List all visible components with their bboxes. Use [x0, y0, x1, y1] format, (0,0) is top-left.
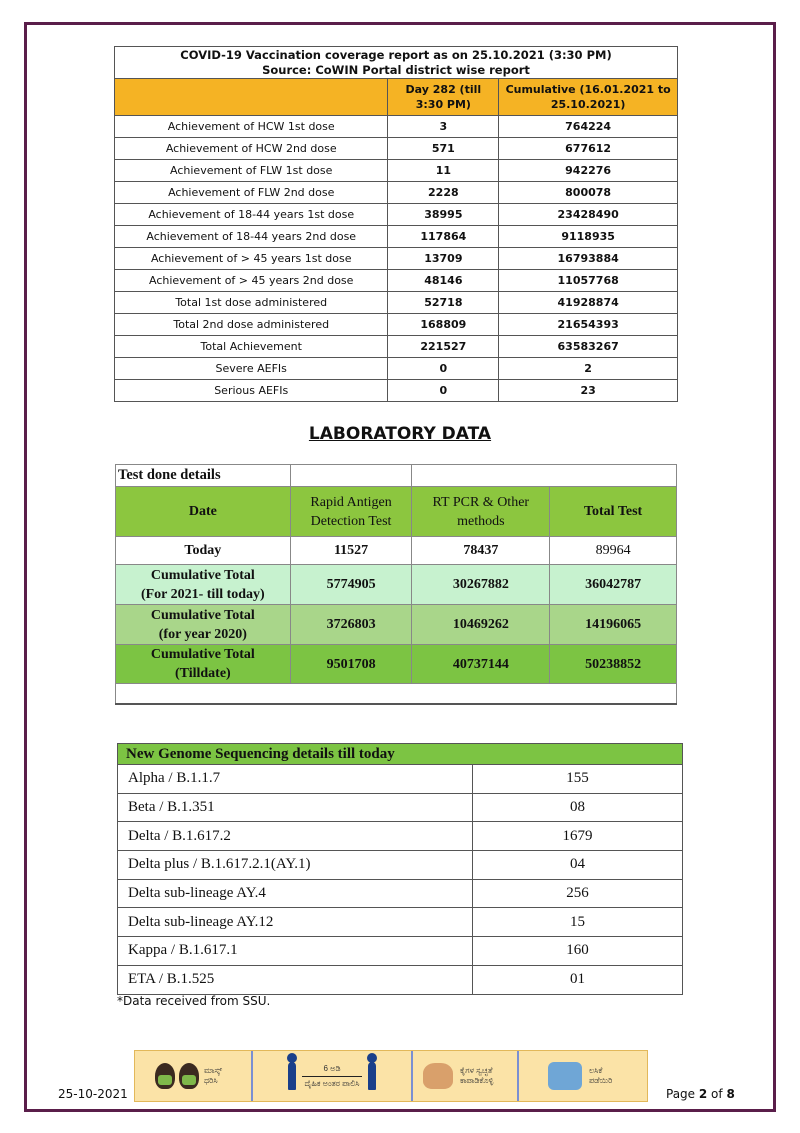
vaccination-label-cell: Total 2nd dose administered	[115, 314, 388, 336]
vaccination-day-cell: 48146	[388, 270, 499, 292]
lab-header-rat-line1: Rapid Antigen	[310, 494, 392, 510]
vaccination-row	[115, 226, 678, 248]
vaccination-cum-cell: 21654393	[499, 314, 678, 336]
lab-row-today	[116, 537, 677, 565]
genome-table	[117, 743, 683, 995]
lab-cumall-label	[116, 645, 291, 684]
vaccination-cum-cell: 942276	[499, 160, 678, 182]
page-number	[666, 1087, 735, 1101]
vaccination-label-cell: Achievement of > 45 years 2nd dose	[115, 270, 388, 292]
genome-heading: New Genome Sequencing details till today	[118, 744, 683, 765]
distance-arrow	[302, 1064, 362, 1089]
laboratory-table	[115, 464, 677, 705]
lab-header-rtpcr-line1: RT PCR & Other	[432, 494, 530, 510]
lab-cum2021-rat: 5774905	[290, 565, 412, 605]
lab-cum2020-rtpcr: 10469262	[412, 605, 550, 645]
lab-header-date: Date	[116, 487, 291, 537]
vaccination-label-cell: Serious AEFIs	[115, 380, 388, 402]
vaccination-row	[115, 270, 678, 292]
banner-vaccine-text: ಲಸಿಕೆ ಪಡೆಯಿರಿ	[589, 1066, 613, 1085]
vaccination-day-cell: 2228	[388, 182, 499, 204]
genome-count-cell: 155	[473, 765, 683, 794]
page-current: 2	[698, 1087, 708, 1101]
masked-face-icon-2	[179, 1063, 199, 1089]
awareness-banner	[134, 1050, 648, 1102]
vaccination-row	[115, 204, 678, 226]
vaccination-header-day: Day 282 (till 3:30 PM)	[388, 79, 499, 116]
banner-distance-value: 6 ಅಡಿ	[323, 1063, 341, 1073]
vaccination-day-cell: 117864	[388, 226, 499, 248]
lab-cum2020-label-line2: (for year 2020)	[158, 626, 247, 642]
genome-count-cell: 160	[473, 937, 683, 966]
lab-cum2020-label	[116, 605, 291, 645]
vaccination-row	[115, 248, 678, 270]
vaccination-label-cell: Achievement of HCW 1st dose	[115, 116, 388, 138]
lab-header-row	[116, 487, 677, 537]
lab-today-label: Today	[116, 537, 291, 565]
lab-cum2021-total: 36042787	[550, 565, 677, 605]
genome-variant-cell: Alpha / B.1.1.7	[118, 765, 473, 794]
lab-caption-blank-1	[290, 465, 412, 487]
vaccination-row	[115, 380, 678, 402]
washing-hands-icon	[423, 1063, 453, 1089]
vaccination-source-text: Source: CoWIN Portal district wise report	[262, 62, 530, 77]
vaccination-day-cell: 0	[388, 380, 499, 402]
vaccination-day-cell: 38995	[388, 204, 499, 226]
genome-row	[118, 822, 683, 851]
vaccination-title-row	[115, 47, 678, 79]
vaccination-day-cell: 221527	[388, 336, 499, 358]
lab-header-total: Total Test	[550, 487, 677, 537]
genome-variant-cell: Delta plus / B.1.617.2.1(AY.1)	[118, 851, 473, 880]
banner-vaccine-section	[519, 1051, 647, 1101]
genome-variant-cell: Delta / B.1.617.2	[118, 822, 473, 851]
lab-header-rat-line2: Detection Test	[310, 513, 392, 529]
lab-cum2021-label-line2: (For 2021- till today)	[140, 586, 265, 602]
lab-today-rtpcr: 78437	[412, 537, 550, 565]
genome-variant-cell: Kappa / B.1.617.1	[118, 937, 473, 966]
lab-row-cum-2021	[116, 565, 677, 605]
laboratory-heading	[0, 424, 800, 444]
vaccination-day-cell: 0	[388, 358, 499, 380]
vaccination-header-blank	[115, 79, 388, 116]
vaccination-cum-cell: 11057768	[499, 270, 678, 292]
person-icon	[288, 1062, 296, 1090]
genome-variant-cell: Beta / B.1.351	[118, 793, 473, 822]
lab-row-blank	[116, 684, 677, 704]
laboratory-heading-text: LABORATORY DATA	[308, 424, 492, 444]
vaccination-row	[115, 182, 678, 204]
lab-today-total: 89964	[550, 537, 677, 565]
lab-cum2021-label	[116, 565, 291, 605]
page-prefix: Page	[666, 1087, 699, 1101]
genome-variant-cell: Delta sub-lineage AY.12	[118, 908, 473, 937]
vaccination-label-cell: Achievement of FLW 1st dose	[115, 160, 388, 182]
vaccination-cum-cell: 800078	[499, 182, 678, 204]
vaccination-title	[115, 47, 678, 79]
vaccination-day-cell: 571	[388, 138, 499, 160]
vaccination-day-cell: 11	[388, 160, 499, 182]
vaccination-cum-cell: 9118935	[499, 226, 678, 248]
banner-distance-section	[253, 1051, 413, 1101]
lab-cum2020-label-line1: Cumulative Total	[150, 607, 255, 623]
vaccination-row	[115, 358, 678, 380]
vaccination-label-cell: Achievement of > 45 years 1st dose	[115, 248, 388, 270]
masked-face-icon	[155, 1063, 175, 1089]
vaccination-row	[115, 116, 678, 138]
lab-cum2021-label-line1: Cumulative Total	[150, 567, 255, 583]
vaccination-label-cell: Severe AEFIs	[115, 358, 388, 380]
page-total: 8	[726, 1087, 735, 1101]
lab-cumall-total: 50238852	[550, 645, 677, 684]
vaccination-header-cumulative: Cumulative (16.01.2021 to 25.10.2021)	[499, 79, 678, 116]
lab-cum2020-total: 14196065	[550, 605, 677, 645]
vaccination-cum-cell: 23	[499, 380, 678, 402]
banner-hands-section	[413, 1051, 519, 1101]
genome-row	[118, 851, 683, 880]
genome-variant-cell: Delta sub-lineage AY.4	[118, 879, 473, 908]
data-source-note: *Data received from SSU.	[117, 994, 271, 1008]
genome-count-cell: 256	[473, 879, 683, 908]
vaccination-label-cell: Achievement of FLW 2nd dose	[115, 182, 388, 204]
genome-row	[118, 793, 683, 822]
banner-hands-text: ಕೈಗಳ ಸ್ವಚ್ಛತೆ ಕಾಪಾಡಿಕೊಳ್ಳಿ	[460, 1066, 494, 1085]
vaccination-day-cell: 3	[388, 116, 499, 138]
genome-variant-cell: ETA / B.1.525	[118, 965, 473, 994]
lab-today-rat: 11527	[290, 537, 412, 565]
genome-count-cell: 04	[473, 851, 683, 880]
banner-mask-text: ಮಾಸ್ಕ್ ಧರಿಸಿ	[204, 1066, 223, 1085]
vaccination-label-cell: Total 1st dose administered	[115, 292, 388, 314]
genome-count-cell: 01	[473, 965, 683, 994]
lab-row-cum-all	[116, 645, 677, 684]
vaccination-cum-cell: 23428490	[499, 204, 678, 226]
vaccination-day-cell: 13709	[388, 248, 499, 270]
lab-caption-blank-3	[550, 465, 677, 487]
genome-row	[118, 965, 683, 994]
lab-caption-blank-2	[412, 465, 550, 487]
vaccination-row	[115, 314, 678, 336]
person-icon-2	[368, 1062, 376, 1090]
lab-blank-cell	[116, 684, 677, 704]
vaccination-cum-cell: 63583267	[499, 336, 678, 358]
genome-count-cell: 15	[473, 908, 683, 937]
double-arrow-icon	[302, 1076, 362, 1077]
vaccination-cum-cell: 41928874	[499, 292, 678, 314]
vaccination-label-cell: Achievement of HCW 2nd dose	[115, 138, 388, 160]
lab-header-rtpcr	[412, 487, 550, 537]
vaccination-cum-cell: 764224	[499, 116, 678, 138]
vaccination-row	[115, 336, 678, 358]
vaccination-row	[115, 138, 678, 160]
lab-caption-row	[116, 465, 677, 487]
lab-cumall-label-line2: (Tilldate)	[174, 666, 231, 681]
lab-caption: Test done details	[116, 465, 291, 487]
vaccination-label-cell: Total Achievement	[115, 336, 388, 358]
vaccination-header-row	[115, 79, 678, 116]
vaccination-title-text: COVID-19 Vaccination coverage report as on 25.10.2021 (3:30 PM)	[180, 47, 612, 62]
lab-cum2021-rtpcr: 30267882	[412, 565, 550, 605]
vaccination-cum-cell: 677612	[499, 138, 678, 160]
vaccination-label-cell: Achievement of 18-44 years 1st dose	[115, 204, 388, 226]
lab-cum2020-rat: 3726803	[290, 605, 412, 645]
genome-row	[118, 879, 683, 908]
genome-row	[118, 937, 683, 966]
page-of: of	[707, 1087, 727, 1101]
lab-header-rtpcr-line2: methods	[457, 513, 505, 529]
vaccination-day-cell: 52718	[388, 292, 499, 314]
vaccination-row	[115, 160, 678, 182]
vaccination-day-cell: 168809	[388, 314, 499, 336]
genome-header-row	[118, 744, 683, 765]
banner-mask-section	[135, 1051, 253, 1101]
genome-row	[118, 908, 683, 937]
vaccination-row	[115, 292, 678, 314]
lab-header-rat	[290, 487, 412, 537]
lab-cumall-rat: 9501708	[290, 645, 412, 684]
genome-count-cell: 08	[473, 793, 683, 822]
genome-count-cell: 1679	[473, 822, 683, 851]
lab-row-cum-2020	[116, 605, 677, 645]
vaccination-icon	[548, 1062, 582, 1090]
footer-date: 25-10-2021	[58, 1087, 128, 1101]
banner-distance-text: ದೈಹಿಕ ಅಂತರ ಪಾಲಿಸಿ	[304, 1078, 360, 1088]
vaccination-label-cell: Achievement of 18-44 years 2nd dose	[115, 226, 388, 248]
vaccination-table	[114, 46, 678, 402]
lab-cumall-rtpcr: 40737144	[412, 645, 550, 684]
lab-cumall-label-line1: Cumulative Total	[150, 647, 255, 662]
genome-row	[118, 765, 683, 794]
vaccination-cum-cell: 16793884	[499, 248, 678, 270]
vaccination-cum-cell: 2	[499, 358, 678, 380]
